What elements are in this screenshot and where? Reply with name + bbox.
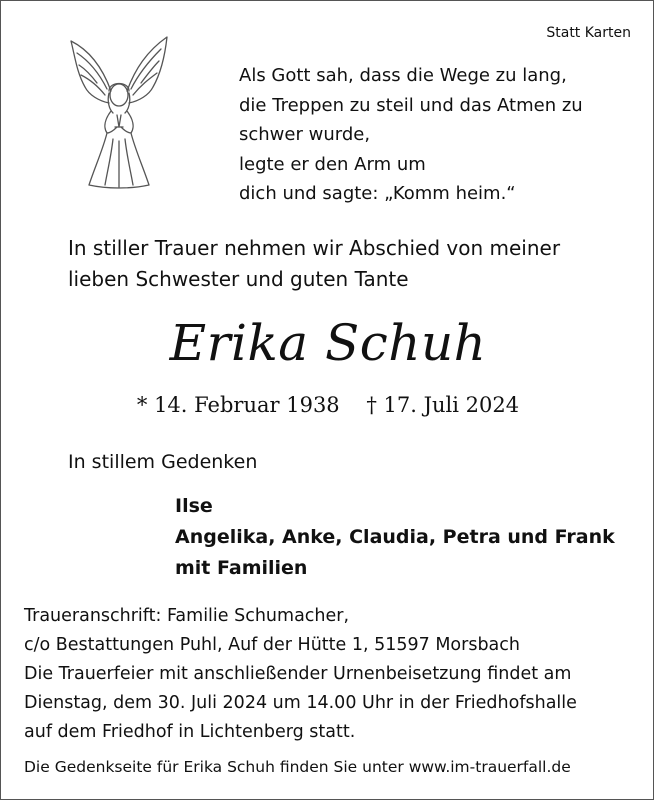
service-line: Dienstag, dem 30. Juli 2024 um 14.00 Uhr in der Friedhofshalle xyxy=(24,693,577,713)
praying-angel-icon xyxy=(63,29,175,199)
life-dates xyxy=(1,393,654,417)
poem-line: legte er den Arm um xyxy=(239,153,426,175)
intro-text xyxy=(68,233,560,295)
poem-line: dich und sagte: „Komm heim.“ xyxy=(239,183,516,204)
address-line: c/o Bestattungen Puhl, Auf der Hütte 1, 51597 Morsbach xyxy=(24,635,520,655)
intro-line: lieben Schwester und guten Tante xyxy=(68,267,409,291)
poem-line: schwer wurde, xyxy=(239,124,371,145)
gedenken-heading: In stillem Gedenken xyxy=(68,451,258,473)
mourner-line: mit Familien xyxy=(175,557,308,579)
birth-date: * 14. Februar 1938 xyxy=(136,393,340,417)
deceased-name: Erika Schuh xyxy=(169,314,487,372)
poem xyxy=(239,61,583,209)
service-line: auf dem Friedhof in Lichtenberg statt. xyxy=(24,722,356,742)
mourner-line: Angelika, Anke, Claudia, Petra und Frank xyxy=(175,526,615,548)
memorial-page-note: Die Gedenkseite für Erika Schuh finden Sie unter www.im-trauerfall.de xyxy=(24,758,571,776)
poem-line: die Treppen zu steil und das Atmen zu xyxy=(239,94,583,116)
intro-line: In stiller Trauer nehmen wir Abschied von meiner xyxy=(68,236,561,260)
mourners-list xyxy=(175,491,615,584)
mourner-line: Ilse xyxy=(175,495,213,517)
poem-line: Als Gott sah, dass die Wege zu lang, xyxy=(239,65,567,86)
service-line: Die Trauerfeier mit anschließender Urnenbeisetzung findet am xyxy=(24,664,572,684)
corner-note: Statt Karten xyxy=(546,25,631,41)
death-date: † 17. Juli 2024 xyxy=(366,393,520,417)
address-line: Traueranschrift: Familie Schumacher, xyxy=(24,606,350,626)
address-and-service xyxy=(24,602,577,747)
